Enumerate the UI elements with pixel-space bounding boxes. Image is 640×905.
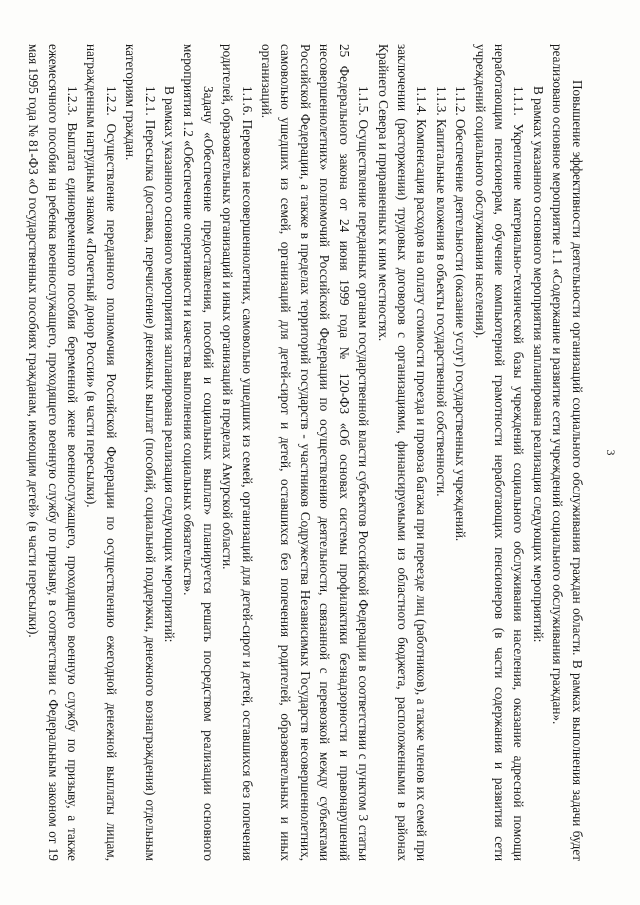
paragraph-1-2-2: 1.2.2. Осуществление переданного полномочия Российской Федерации по осуществлению ежегодной денежной выплаты лицам, награжденным нагрудным знаком «Почетный донор России» (в части пересылки). [84, 44, 119, 861]
rotated-document-page [20, 10, 620, 895]
paragraph-intro: Повышение эффективности деятельности организаций социального обслуживания граждан области. В рамках выполнения задачи будет реализовано основное мероприятие 1.1 «Содержание и развитие сети учреждений социального обслуживания граждан». [550, 44, 585, 861]
page-number: 3 [604, 449, 618, 456]
paragraph-task-1-2: Задачу «Обеспечение предоставления, пособий и социальных выплат» планируется решать посредством реализации основного мероприятия 1.2 «Обеспечение оперативности и качества выполнения социальных обязательств». [181, 44, 216, 861]
paragraph-activities-1-1: В рамках указанного основного мероприятия запланирована реализация следующих мероприятий: [530, 86, 546, 643]
document-body [24, 10, 587, 895]
paragraph-1-1-4: 1.1.4. Компенсация расходов на оплату стоимости проезда и провоза багажа при переезде лиц (работников), а также членов их семей при заключении (расторжении) трудовых договоров с организациями, финансируемыми из областного бюджета, расположенными в районах Крайнего Севера и приравненных к ним местностях. [375, 44, 430, 861]
paragraph-activities-1-2: В рамках указанного основного мероприятия запланирована реализация следующих мероприятий: [162, 86, 178, 643]
paragraph-1-1-6: 1.1.6. Перевозка несовершеннолетних, самовольно ушедших из семей, организаций для детей-сирот и детей, оставшихся без попечения родителей, образовательных организаций и иных организаций в пределах Амурской области. [220, 44, 255, 861]
paragraph-1-1-5: 1.1.5. Осуществление переданных органам государственной власти субъектов Российской Федерации в соответствии с пунктом 3 статьи 25 Федерального закона от 24 июня 1999 года № 120-ФЗ «Об основах системы профилактики безнадзорности и правонарушений несовершеннолетних» полномочий Российской Федерации по осуществлению деятельности, связанной с перевозкой между субъектами Российской Федерации, а также в пределах территорий государств - участников Содружества Независимых Государств несовершеннолетних, самовольно ушедших из семей, организаций для детей-сирот и детей, оставшихся без попечения родителей, образовательных и иных организаций. [259, 44, 372, 861]
paragraph-1-1-2: 1.1.2. Обеспечение деятельности (оказание услуг) государственных учреждений. [453, 86, 469, 542]
paragraph-1-1-1: 1.1.1. Укрепление материально-технической базы учреждений социального обслуживания населения, оказание адресной помощи неработающим пенсионерам, обучение компьютерной грамотности неработающих пенсионеров (в части содержания и развития сети учреждений социального обслуживания населения). [472, 44, 527, 861]
paragraph-1-2-1: 1.2.1. Пересылка (доставка, перечисление) денежных выплат (пособий, социальной поддержки, денежного вознаграждения) отдельным категориям граждан. [123, 44, 158, 861]
paragraph-1-2-3: 1.2.3. Выплата единовременного пособия беременной жене военнослужащего, проходящего военную службу по призыву, а также ежемесячного пособия на ребенка военнослужащего, проходящего военную службу по призыву, в соответствии с Федеральным законом от 19 мая 1995 года № 81-ФЗ «О государственных пособиях гражданам, имеющим детей» (в части пересылки). [26, 44, 81, 861]
paragraph-1-1-3: 1.1.3. Капитальные вложения в объекты государственной собственности. [433, 86, 449, 497]
